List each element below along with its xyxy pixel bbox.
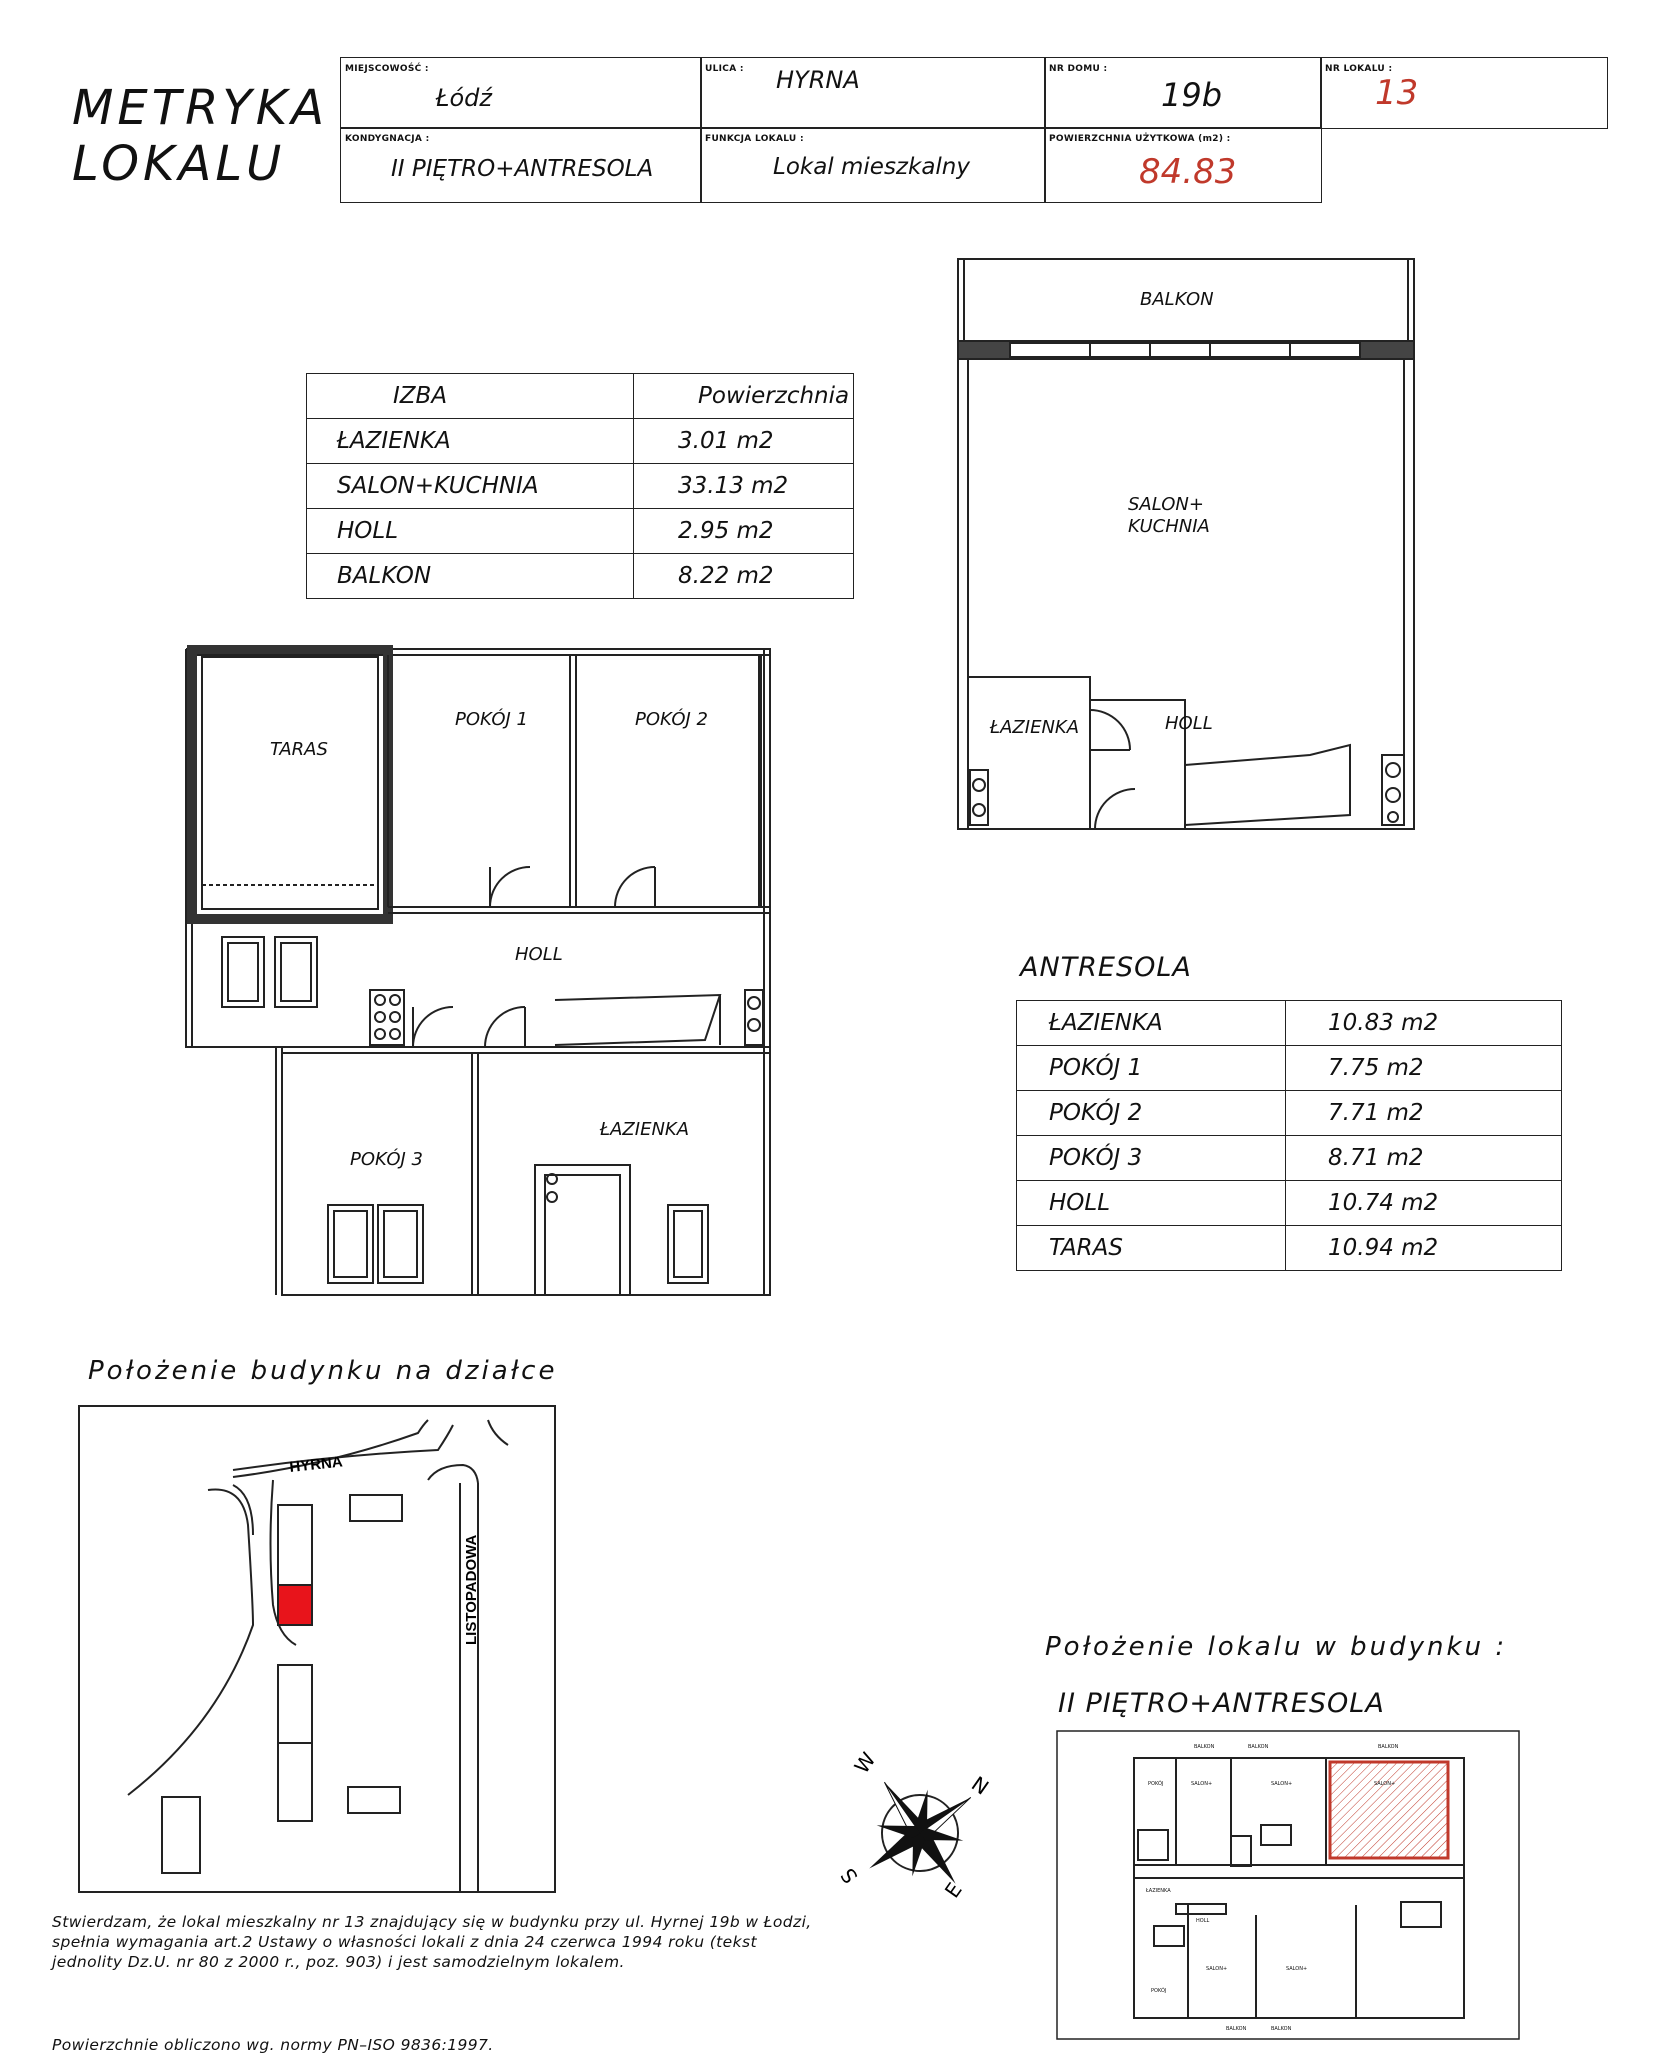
mini-balkon-2: BALKON (1248, 1744, 1269, 1750)
table-row (1017, 1136, 1562, 1181)
nr-lokalu-label: NR LOKALU : (1325, 64, 1393, 74)
antresola-table (1016, 1000, 1562, 1271)
room-name: HOLL (1017, 1181, 1286, 1226)
floor-plan-upper (950, 255, 1420, 835)
building-floor: II PIĘTRO+ANTRESOLA (1058, 1688, 1385, 1719)
mini-pokoj-2: POKÓJ (1151, 1988, 1167, 1994)
ulica-cell (700, 57, 1046, 129)
plan-antresola-taras: TARAS (270, 739, 328, 760)
table-row (307, 464, 854, 509)
miejscowosc-cell (340, 57, 702, 129)
mini-balkon-1: BALKON (1194, 1744, 1215, 1750)
mini-balkon-5: BALKON (1271, 2026, 1292, 2032)
plan-antresola-pokoj3: POKÓJ 3 (350, 1149, 423, 1170)
plan-upper-holl: HOLL (1165, 713, 1213, 734)
ulica-label: ULICA : (705, 64, 744, 74)
miejscowosc-label: MIEJSCOWOŚĆ : (345, 64, 429, 74)
table-row (1017, 1046, 1562, 1091)
page-title (72, 80, 328, 192)
funkcja-value: Lokal mieszkalny (773, 154, 970, 180)
kondygnacja-label: KONDYGNACJA : (345, 134, 430, 144)
room-area: 2.95 m2 (634, 509, 854, 554)
room-area: 7.71 m2 (1286, 1091, 1562, 1136)
powierzchnia-value: 84.83 (1139, 152, 1237, 192)
plan-upper-salon: SALON+ (1128, 494, 1204, 515)
compass-e: E (939, 1878, 967, 1903)
room-area: 3.01 m2 (634, 419, 854, 464)
table-row (1017, 1226, 1562, 1271)
table-row (1017, 1091, 1562, 1136)
room-name: HOLL (307, 509, 634, 554)
table-row (307, 419, 854, 464)
kondygnacja-cell (340, 127, 702, 203)
rooms-table (306, 373, 854, 599)
mini-holl-1: HOLL (1196, 1918, 1210, 1924)
compass-rose-icon (835, 1745, 1005, 1920)
title-line-2: LOKALU (72, 136, 286, 192)
plan-antresola-holl: HOLL (515, 944, 563, 965)
compass-n: N (967, 1771, 994, 1800)
nr-lokalu-cell (1320, 57, 1608, 129)
nr-domu-value: 19b (1161, 76, 1223, 114)
nr-lokalu-value: 13 (1375, 73, 1419, 113)
miejscowosc-value: Łódź (436, 84, 493, 112)
norm-note: Powierzchnie obliczono wg. normy PN–ISO 9836:1997. (52, 2036, 494, 2054)
mini-salon-2: SALON+ (1271, 1781, 1293, 1787)
table-row (307, 509, 854, 554)
street-listopadowa: LISTOPADOWA (463, 1534, 480, 1645)
plan-upper-balkon: BALKON (1140, 289, 1214, 310)
room-name: TARAS (1017, 1226, 1286, 1271)
building-floor-plan (1056, 1730, 1520, 2040)
room-area: 10.83 m2 (1286, 1001, 1562, 1046)
room-name: POKÓJ 1 (1017, 1046, 1286, 1091)
room-name: ŁAZIENKA (307, 419, 634, 464)
table-row (307, 554, 854, 599)
site-plan (78, 1405, 558, 1895)
header-izba: IZBA (307, 374, 634, 419)
funkcja-label: FUNKCJA LOKALU : (705, 134, 804, 144)
mini-lazienka-1: ŁAZIENKA (1146, 1888, 1171, 1894)
header-powierzchnia: Powierzchnia (634, 374, 854, 419)
room-name: POKÓJ 2 (1017, 1091, 1286, 1136)
certification-text: Stwierdzam, że lokal mieszkalny nr 13 znajdujący się w budynku przy ul. Hyrnej 19b w Łodzi, spełnia wymagania art.2 Ustawy o własności lokali z dnia 24 czerwca 1994 roku (tekst jednolity Dz.U. nr 80 z 2000 r., poz. 903) i jest samodzielnym lokalem. (52, 1913, 812, 1971)
compass-s: S (835, 1863, 863, 1888)
mini-salon-4: SALON+ (1286, 1966, 1308, 1972)
mini-salon-3: SALON+ (1374, 1781, 1396, 1787)
plan-antresola-lazienka: ŁAZIENKA (600, 1119, 690, 1140)
floor-plan-antresola (180, 645, 780, 1305)
plan-antresola-pokoj1: POKÓJ 1 (455, 709, 528, 730)
compass-w: W (849, 1747, 881, 1778)
antresola-title: ANTRESOLA (1020, 952, 1192, 983)
title-line-1: METRYKA (72, 80, 329, 136)
room-area: 7.75 m2 (1286, 1046, 1562, 1091)
room-area: 8.71 m2 (1286, 1136, 1562, 1181)
room-name: ŁAZIENKA (1017, 1001, 1286, 1046)
ulica-value: HYRNA (776, 66, 860, 94)
table-row (1017, 1181, 1562, 1226)
mini-balkon-3: BALKON (1378, 1744, 1399, 1750)
plan-upper-salon-2: KUCHNIA (1128, 516, 1210, 537)
table-row (1017, 1001, 1562, 1046)
mini-salon-1: SALON+ (1191, 1781, 1213, 1787)
room-name: SALON+KUCHNIA (307, 464, 634, 509)
mini-balkon-4: BALKON (1226, 2026, 1247, 2032)
table-header-row (307, 374, 854, 419)
funkcja-cell (700, 127, 1046, 203)
room-area: 33.13 m2 (634, 464, 854, 509)
plan-upper-lazienka: ŁAZIENKA (990, 717, 1080, 738)
room-name: POKÓJ 3 (1017, 1136, 1286, 1181)
street-hyrna: HYRNA (288, 1453, 344, 1476)
building-title: Położenie lokalu w budynku : (1045, 1632, 1508, 1662)
site-title: Położenie budynku na działce (88, 1356, 558, 1386)
kondygnacja-value: II PIĘTRO+ANTRESOLA (391, 156, 654, 182)
mini-pokoj: POKÓJ (1148, 1781, 1164, 1787)
nr-domu-label: NR DOMU : (1049, 64, 1108, 74)
powierzchnia-label: POWIERZCHNIA UŻYTKOWA (m2) : (1049, 134, 1231, 144)
mini-salon-5: SALON+ (1206, 1966, 1228, 1972)
room-area: 8.22 m2 (634, 554, 854, 599)
plan-antresola-pokoj2: POKÓJ 2 (635, 709, 708, 730)
nr-domu-cell (1044, 57, 1322, 129)
room-name: BALKON (307, 554, 634, 599)
powierzchnia-cell (1044, 127, 1322, 203)
room-area: 10.94 m2 (1286, 1226, 1562, 1271)
room-area: 10.74 m2 (1286, 1181, 1562, 1226)
